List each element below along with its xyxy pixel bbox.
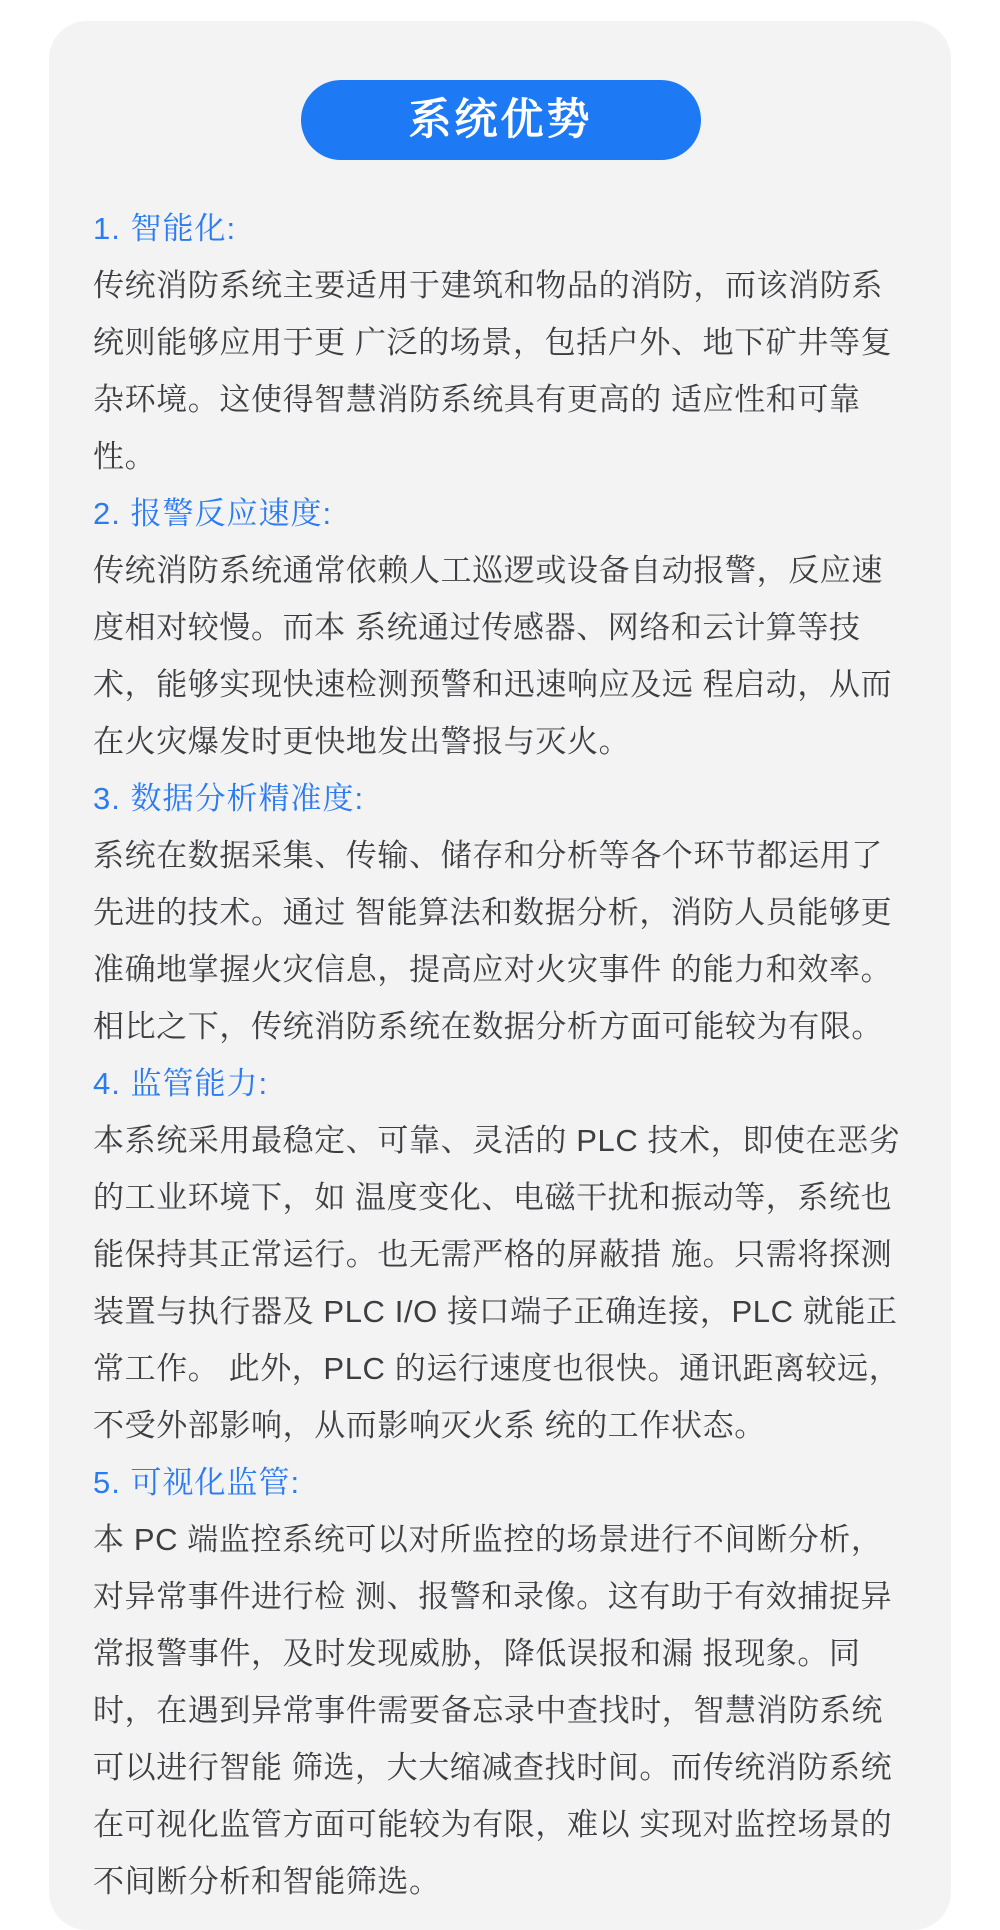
- content-card: [49, 21, 951, 1930]
- section-heading: 2. 报警反应速度:: [93, 496, 333, 531]
- section-body: 本 PC 端监控系统可以对所监控的场景进行不间断分析，对异常事件进行检 测、报警和录像。这有助于有效捕捉异常报警事件，及时发现威胁，降低误报和漏 报现象。同时，在遇到异常事件需要备忘录中查找时，智慧消防系统可以进行智能 筛选，大大缩减查找时间。而传统消防系统在可视化监管方面可能较为有限，难以 实现对监控场景的不间断分析和智能筛选。: [93, 1522, 893, 1899]
- advantage-section: [93, 1055, 908, 1454]
- advantage-section: [93, 485, 908, 770]
- advantage-section: [93, 1454, 908, 1910]
- title-badge: [301, 80, 701, 160]
- advantage-section: [93, 770, 908, 1055]
- section-body: 传统消防系统通常依赖人工巡逻或设备自动报警，反应速度相对较慢。而本 系统通过传感器、网络和云计算等技术，能够实现快速检测预警和迅速响应及远 程启动，从而在火灾爆发时更快地发出警报与灭火。: [93, 553, 893, 759]
- section-heading: 4. 监管能力:: [93, 1066, 269, 1101]
- section-heading: 1. 智能化:: [93, 211, 237, 246]
- section-heading: 3. 数据分析精准度:: [93, 781, 365, 816]
- advantage-sections: [93, 200, 908, 1910]
- section-body: 本系统采用最稳定、可靠、灵活的 PLC 技术，即使在恶劣的工业环境下，如 温度变化、电磁干扰和振动等，系统也能保持其正常运行。也无需严格的屏蔽措 施。只需将探测装置与执行器及 PLC I/O 接口端子正确连接，PLC 就能正常工作。 此外，PLC 的运行速度也很快。通讯距离较远，不受外部影响，从而影响灭火系 统的工作状态。: [93, 1123, 901, 1443]
- title-badge-label: 系统优势: [408, 95, 593, 144]
- advantage-section: [93, 200, 908, 485]
- section-heading: 5. 可视化监管:: [93, 1465, 301, 1500]
- section-body: 传统消防系统主要适用于建筑和物品的消防，而该消防系统则能够应用于更 广泛的场景，包括户外、地下矿井等复杂环境。这使得智慧消防系统具有更高的 适应性和可靠性。: [93, 268, 893, 474]
- section-body: 系统在数据采集、传输、储存和分析等各个环节都运用了先进的技术。通过 智能算法和数据分析，消防人员能够更准确地掌握火灾信息，提高应对火灾事件 的能力和效率。相比之下，传统消防系统在数据分析方面可能较为有限。: [93, 838, 893, 1044]
